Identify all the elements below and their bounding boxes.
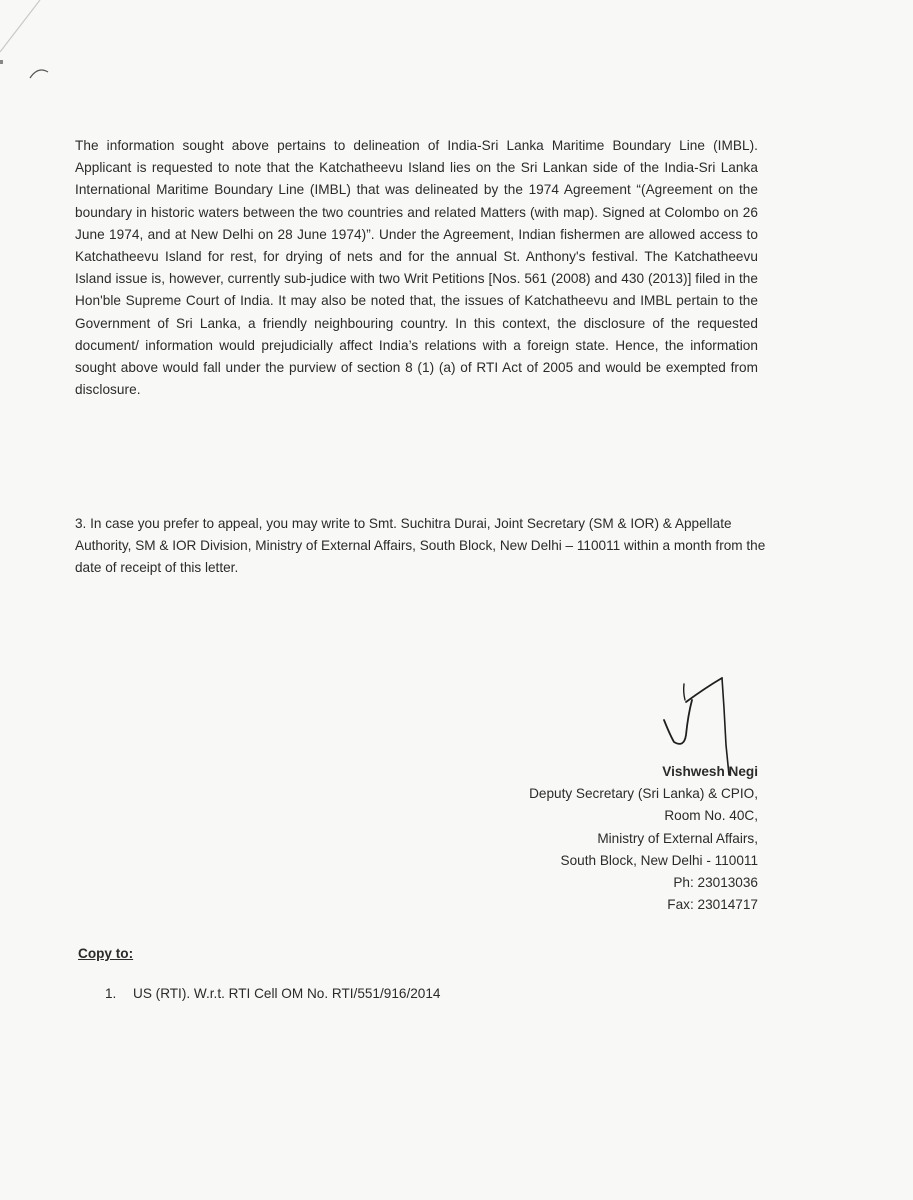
list-item-text: US (RTI). W.r.t. RTI Cell OM No. RTI/551/916/2014	[133, 986, 441, 1001]
copy-to-list	[105, 983, 440, 1005]
signatory-name: Vishwesh Negi	[662, 764, 758, 779]
list-item	[105, 983, 440, 1005]
signatory-block	[438, 761, 758, 916]
list-item-number: 1.	[105, 986, 117, 1001]
signatory-fax: Fax: 23014717	[667, 897, 758, 913]
body-paragraph-appeal: 3. In case you prefer to appeal, you may write to Smt. Suchitra Durai, Joint Secretary (SM & IOR) & Appellate Authority, SM & IOR Division, Ministry of External Affairs, South Block, New Delhi – 110011 within a month from the date of receipt of this letter.	[75, 516, 766, 576]
signatory-ministry: Ministry of External Affairs,	[597, 830, 758, 846]
scan-fold-mark	[0, 0, 60, 90]
signatory-phone: Ph: 23013036	[673, 875, 758, 891]
signatory-address: South Block, New Delhi - 110011	[560, 852, 758, 868]
signatory-designation: Deputy Secretary (Sri Lanka) & CPIO,	[529, 786, 758, 802]
signatory-room: Room No. 40C,	[664, 808, 758, 824]
copy-to-heading: Copy to:	[78, 946, 134, 961]
body-paragraph-information: The information sought above pertains to delineation of India-Sri Lanka Maritime Boundary Line (IMBL). Applicant is requested to note that the Katchatheevu Island lies on the Sri Lankan side of the India-Sri Lanka International Maritime Boundary Line (IMBL) that was delineated by the 1974 Agreement “(Agreement on the boundary in historic waters between the two countries and related Matters (with map). Signed at Colombo on 26 June 1974, and at New Delhi on 28 June 1974)”. Under the Agreement, Indian fishermen are allowed access to Katchatheevu Island for rest, for drying of nets and for the annual St. Anthony's festival. The Katchatheevu Island issue is, however, currently sub-judice with two Writ Petitions [Nos. 561 (2008) and 430 (2013)] filed in the Hon'ble Supreme Court of India. It may also be noted that, the issues of Katchatheevu and IMBL pertain to the Government of Sri Lanka, a friendly neighbouring country. In this context, the disclosure of the requested document/ information would prejudicially affect India’s relations with a foreign state. Hence, the information sought above would fall under the purview of section 8 (1) (a) of RTI Act of 2005 and would be exempted from disclosure.	[75, 138, 758, 398]
